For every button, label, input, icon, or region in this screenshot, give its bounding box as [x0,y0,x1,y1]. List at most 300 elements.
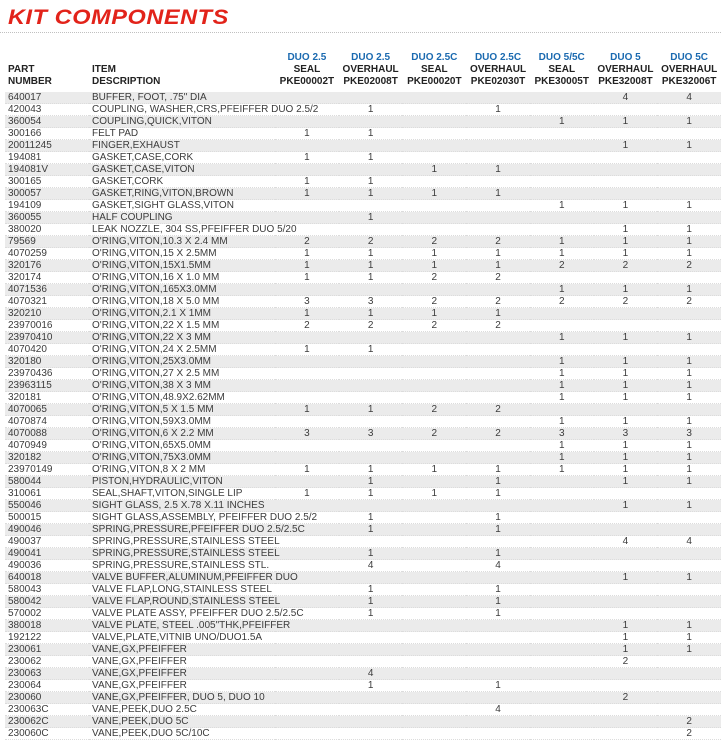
qty-cell [339,380,403,392]
qty-cell: 1 [657,392,721,404]
qty-cell [275,548,339,560]
item-description-cell: VANE,GX,PFEIFFER, DUO 5, DUO 10 [89,692,275,704]
qty-cell [530,548,594,560]
qty-cell [402,728,466,740]
qty-cell: 2 [466,296,530,308]
qty-cell [339,368,403,380]
qty-cell: 1 [594,224,658,236]
kit-type: OVERHAUL [469,64,527,75]
qty-cell [530,404,594,416]
table-row [5,536,721,548]
qty-cell: 1 [466,608,530,620]
qty-cell [402,116,466,128]
qty-cell [402,692,466,704]
table-row [5,380,721,392]
qty-cell [339,92,403,104]
part-number-cell: 490036 [5,560,89,572]
part-number-cell: 490041 [5,548,89,560]
kit-column-header-duo5c-overhaul [657,33,721,92]
qty-cell: 2 [402,296,466,308]
item-description-cell: O'RING,VITON,8 X 2 MM [89,464,275,476]
qty-cell: 1 [530,452,594,464]
qty-cell [466,344,530,356]
qty-cell [530,164,594,176]
qty-cell: 3 [594,428,658,440]
qty-cell: 1 [466,260,530,272]
part-number-cell: 230063 [5,668,89,680]
qty-cell: 1 [466,488,530,500]
qty-cell: 1 [466,596,530,608]
part-number-cell: 570002 [5,608,89,620]
qty-cell: 1 [530,368,594,380]
qty-cell: 1 [657,224,721,236]
qty-cell [402,596,466,608]
qty-cell [466,440,530,452]
qty-cell [402,284,466,296]
qty-cell [594,596,658,608]
qty-cell [466,716,530,728]
qty-cell [530,620,594,632]
kit-column-header-duo5-overhaul [594,33,658,92]
table-row [5,680,721,692]
qty-cell [339,140,403,152]
qty-cell: 2 [530,296,594,308]
table-row [5,560,721,572]
qty-cell [466,692,530,704]
qty-cell [530,344,594,356]
item-description-cell: O'RING,VITON,65X5.0MM [89,440,275,452]
qty-cell [657,596,721,608]
qty-cell: 1 [466,164,530,176]
part-number-cell: 500015 [5,512,89,524]
qty-cell: 1 [594,452,658,464]
model-name: DUO 5/5C [538,52,585,63]
qty-cell [657,272,721,284]
qty-cell: 1 [594,332,658,344]
qty-cell [339,632,403,644]
item-description-cell: SPRING,PRESSURE,PFEIFFER DUO 2.5/2.5C [89,524,275,536]
model-name: DUO 2.5 [287,52,327,63]
part-number-cell: 320174 [5,272,89,284]
qty-cell: 2 [339,236,403,248]
qty-cell [402,668,466,680]
qty-cell [530,308,594,320]
kit-type: OVERHAUL [661,64,718,75]
qty-cell: 3 [339,428,403,440]
part-number-cell: 4070321 [5,296,89,308]
qty-cell [594,512,658,524]
item-description-cell: O'RING,VITON,165X3.0MM [89,284,275,296]
table-row [5,596,721,608]
item-description-cell: VALVE FLAP,LONG,STAINLESS STEEL [89,584,275,596]
title-bar [0,0,721,33]
qty-cell [275,116,339,128]
qty-cell: 1 [339,152,403,164]
item-description-cell: PISTON,HYDRAULIC,VITON [89,476,275,488]
qty-cell [530,524,594,536]
part-number-cell: 550046 [5,500,89,512]
qty-cell: 1 [594,380,658,392]
qty-cell [275,584,339,596]
table-row [5,224,721,236]
qty-cell: 1 [339,488,403,500]
qty-cell [402,140,466,152]
qty-cell: 2 [402,272,466,284]
table-row [5,128,721,140]
item-description-cell: COUPLING,QUICK,VITON [89,116,275,128]
qty-cell: 1 [402,488,466,500]
qty-cell: 2 [466,320,530,332]
qty-cell [339,200,403,212]
qty-cell [275,164,339,176]
qty-cell [339,392,403,404]
part-number-cell: 230064 [5,680,89,692]
part-number-cell: 23970410 [5,332,89,344]
item-description-cell: O'RING,VITON,15X1.5MM [89,260,275,272]
qty-cell: 2 [657,296,721,308]
qty-cell [339,356,403,368]
part-number-cell: 420043 [5,104,89,116]
qty-cell: 1 [466,548,530,560]
item-description-cell: VALVE,PLATE,VITNIB UNO/DUO1.5A [89,632,275,644]
kit-type: OVERHAUL [597,64,654,75]
qty-cell [530,560,594,572]
qty-cell: 2 [339,320,403,332]
table-row [5,656,721,668]
qty-cell [339,440,403,452]
qty-cell: 1 [594,500,658,512]
qty-cell: 1 [530,464,594,476]
item-description-cell: O'RING,VITON,6 X 2.2 MM [89,428,275,440]
qty-cell: 1 [466,104,530,116]
qty-cell [594,404,658,416]
qty-cell [530,608,594,620]
qty-cell [275,392,339,404]
table-row [5,152,721,164]
table-row [5,212,721,224]
kit-part-number: PKE30005T [534,76,589,87]
qty-cell: 1 [339,584,403,596]
table-row [5,704,721,716]
qty-cell [594,680,658,692]
item-description-cell: GASKET,CASE,CORK [89,152,275,164]
table-row [5,272,721,284]
qty-cell [275,476,339,488]
qty-cell [530,644,594,656]
item-description-cell: SIGHT GLASS,ASSEMBLY, PFEIFFER DUO 2.5/2 [89,512,275,524]
part-number-cell: 320181 [5,392,89,404]
qty-cell [402,368,466,380]
item-description-cell: GASKET,SIGHT GLASS,VITON [89,200,275,212]
qty-cell: 1 [275,488,339,500]
table-row [5,92,721,104]
part-number-cell: 4070065 [5,404,89,416]
qty-cell [339,572,403,584]
part-number-cell: 230063C [5,704,89,716]
qty-cell: 1 [594,140,658,152]
qty-cell: 1 [594,476,658,488]
item-description-cell: GASKET,CASE,VITON [89,164,275,176]
qty-cell [530,140,594,152]
qty-cell [657,212,721,224]
item-description-cell: O'RING,VITON,15 X 2.5MM [89,248,275,260]
table-row [5,584,721,596]
item-description-header: ITEM DESCRIPTION [92,64,161,87]
qty-cell [530,704,594,716]
qty-cell: 1 [339,344,403,356]
qty-cell [339,620,403,632]
kit-part-number: PKE00020T [407,76,462,87]
qty-cell: 1 [466,476,530,488]
qty-cell [466,140,530,152]
table-row [5,524,721,536]
qty-cell: 1 [402,248,466,260]
item-description-cell: O'RING,VITON,16 X 1.0 MM [89,272,275,284]
part-number-cell: 20011245 [5,140,89,152]
item-description-cell: VALVE PLATE, STEEL .005"THK,PFEIFFER [89,620,275,632]
qty-cell [594,308,658,320]
qty-cell [275,560,339,572]
qty-cell [402,560,466,572]
qty-cell [530,212,594,224]
qty-cell [466,500,530,512]
qty-cell [466,416,530,428]
qty-cell [530,104,594,116]
qty-cell [466,116,530,128]
qty-cell: 4 [466,560,530,572]
part-number-cell: 194081V [5,164,89,176]
qty-cell: 1 [530,284,594,296]
qty-cell [466,668,530,680]
qty-cell [594,524,658,536]
qty-cell [275,92,339,104]
item-description-cell: O'RING,VITON,18 X 5.0 MM [89,296,275,308]
qty-cell: 1 [275,308,339,320]
qty-cell [402,128,466,140]
table-row [5,356,721,368]
qty-cell [275,416,339,428]
item-description-cell: SPRING,PRESSURE,STAINLESS STEEL [89,548,275,560]
part-number-cell: 4070259 [5,248,89,260]
qty-cell [402,680,466,692]
item-description-cell: O'RING,VITON,27 X 2.5 MM [89,368,275,380]
table-row [5,668,721,680]
qty-cell: 1 [339,248,403,260]
qty-cell: 1 [594,356,658,368]
qty-cell [530,584,594,596]
qty-cell: 1 [594,620,658,632]
qty-cell: 4 [594,536,658,548]
part-number-cell: 230062 [5,656,89,668]
qty-cell [339,716,403,728]
qty-cell: 3 [275,296,339,308]
table-row [5,200,721,212]
qty-cell: 2 [657,716,721,728]
qty-cell [657,692,721,704]
table-row [5,308,721,320]
kit-part-number: PKE32006T [661,76,717,87]
qty-cell: 1 [275,404,339,416]
part-number-cell: 580044 [5,476,89,488]
qty-cell [466,392,530,404]
qty-cell: 1 [530,380,594,392]
qty-cell: 1 [530,236,594,248]
qty-cell: 1 [339,260,403,272]
table-row [5,608,721,620]
qty-cell: 1 [594,632,658,644]
qty-cell [402,176,466,188]
qty-cell [275,452,339,464]
table-row [5,236,721,248]
qty-cell: 1 [594,248,658,260]
qty-cell: 1 [339,524,403,536]
table-row [5,572,721,584]
qty-cell: 1 [339,608,403,620]
qty-cell: 2 [275,320,339,332]
part-number-cell: 194109 [5,200,89,212]
qty-cell [530,188,594,200]
qty-cell [339,116,403,128]
item-description-cell: VANE,PEEK,DUO 5C/10C [89,728,275,740]
item-description-cell: GASKET,CORK [89,176,275,188]
qty-cell [466,620,530,632]
kit-type: SEAL [548,64,576,75]
qty-cell: 1 [339,404,403,416]
qty-cell: 1 [657,500,721,512]
qty-cell [594,104,658,116]
qty-cell: 4 [339,668,403,680]
qty-cell [402,152,466,164]
qty-cell [275,644,339,656]
qty-cell: 1 [657,368,721,380]
qty-cell: 2 [466,428,530,440]
qty-cell [275,140,339,152]
qty-cell [594,608,658,620]
kit-table-body [5,92,721,740]
qty-cell [530,668,594,680]
model-name: DUO 2.5C [411,52,458,63]
qty-cell [594,488,658,500]
qty-cell [530,272,594,284]
qty-cell: 4 [466,704,530,716]
qty-cell: 1 [275,260,339,272]
qty-cell [275,536,339,548]
item-description-cell: GASKET,RING,VITON,BROWN [89,188,275,200]
kit-part-number: PKE02030T [470,76,526,87]
qty-cell [275,632,339,644]
qty-cell [657,344,721,356]
qty-cell [402,380,466,392]
qty-cell: 1 [530,200,594,212]
qty-cell [275,284,339,296]
part-number-cell: 23970016 [5,320,89,332]
kit-type: SEAL [293,64,321,75]
qty-cell [594,320,658,332]
qty-cell [402,656,466,668]
qty-cell [530,728,594,740]
part-number-cell: 320176 [5,260,89,272]
qty-cell: 1 [402,308,466,320]
table-row [5,476,721,488]
qty-cell [275,212,339,224]
part-number-cell: 4071536 [5,284,89,296]
table-row [5,188,721,200]
qty-cell: 1 [657,380,721,392]
table-row [5,512,721,524]
qty-cell: 1 [466,308,530,320]
qty-cell: 2 [402,428,466,440]
qty-cell [594,668,658,680]
qty-cell [466,284,530,296]
table-row [5,404,721,416]
qty-cell [530,320,594,332]
qty-cell: 1 [657,464,721,476]
item-description-cell: O'RING,VITON,75X3.0MM [89,452,275,464]
qty-cell: 1 [657,356,721,368]
qty-cell [657,176,721,188]
kit-components-table [5,33,721,740]
table-row [5,392,721,404]
table-row [5,344,721,356]
qty-cell [657,548,721,560]
qty-cell [402,476,466,488]
table-row [5,440,721,452]
qty-cell: 4 [594,92,658,104]
qty-cell [530,476,594,488]
qty-cell [275,332,339,344]
qty-cell [339,164,403,176]
qty-cell: 2 [657,260,721,272]
qty-cell [402,512,466,524]
qty-cell [466,128,530,140]
part-number-cell: 380018 [5,620,89,632]
qty-cell: 1 [402,260,466,272]
qty-cell [530,572,594,584]
qty-cell: 1 [657,284,721,296]
qty-cell: 1 [275,344,339,356]
qty-cell [402,632,466,644]
qty-cell [339,332,403,344]
qty-cell [466,728,530,740]
qty-cell [466,356,530,368]
qty-cell [466,368,530,380]
qty-cell [657,524,721,536]
qty-cell: 1 [530,116,594,128]
qty-cell [466,656,530,668]
kit-column-header-duo25c-overhaul [466,33,530,92]
item-description-cell: O'RING,VITON,24 X 2.5MM [89,344,275,356]
qty-cell: 1 [402,188,466,200]
item-description-cell: O'RING,VITON,22 X 1.5 MM [89,320,275,332]
qty-cell [402,92,466,104]
qty-cell: 1 [657,116,721,128]
qty-cell: 2 [594,296,658,308]
kit-column-header-duo25c-seal [402,33,466,92]
qty-cell: 1 [466,464,530,476]
qty-cell: 1 [339,212,403,224]
qty-cell: 2 [594,692,658,704]
table-row [5,500,721,512]
qty-cell: 1 [530,392,594,404]
qty-cell [275,440,339,452]
qty-cell: 1 [275,176,339,188]
qty-cell [466,572,530,584]
qty-cell [402,224,466,236]
qty-cell [657,668,721,680]
qty-cell [275,200,339,212]
qty-cell: 1 [657,476,721,488]
item-description-cell: VANE,GX,PFEIFFER [89,668,275,680]
